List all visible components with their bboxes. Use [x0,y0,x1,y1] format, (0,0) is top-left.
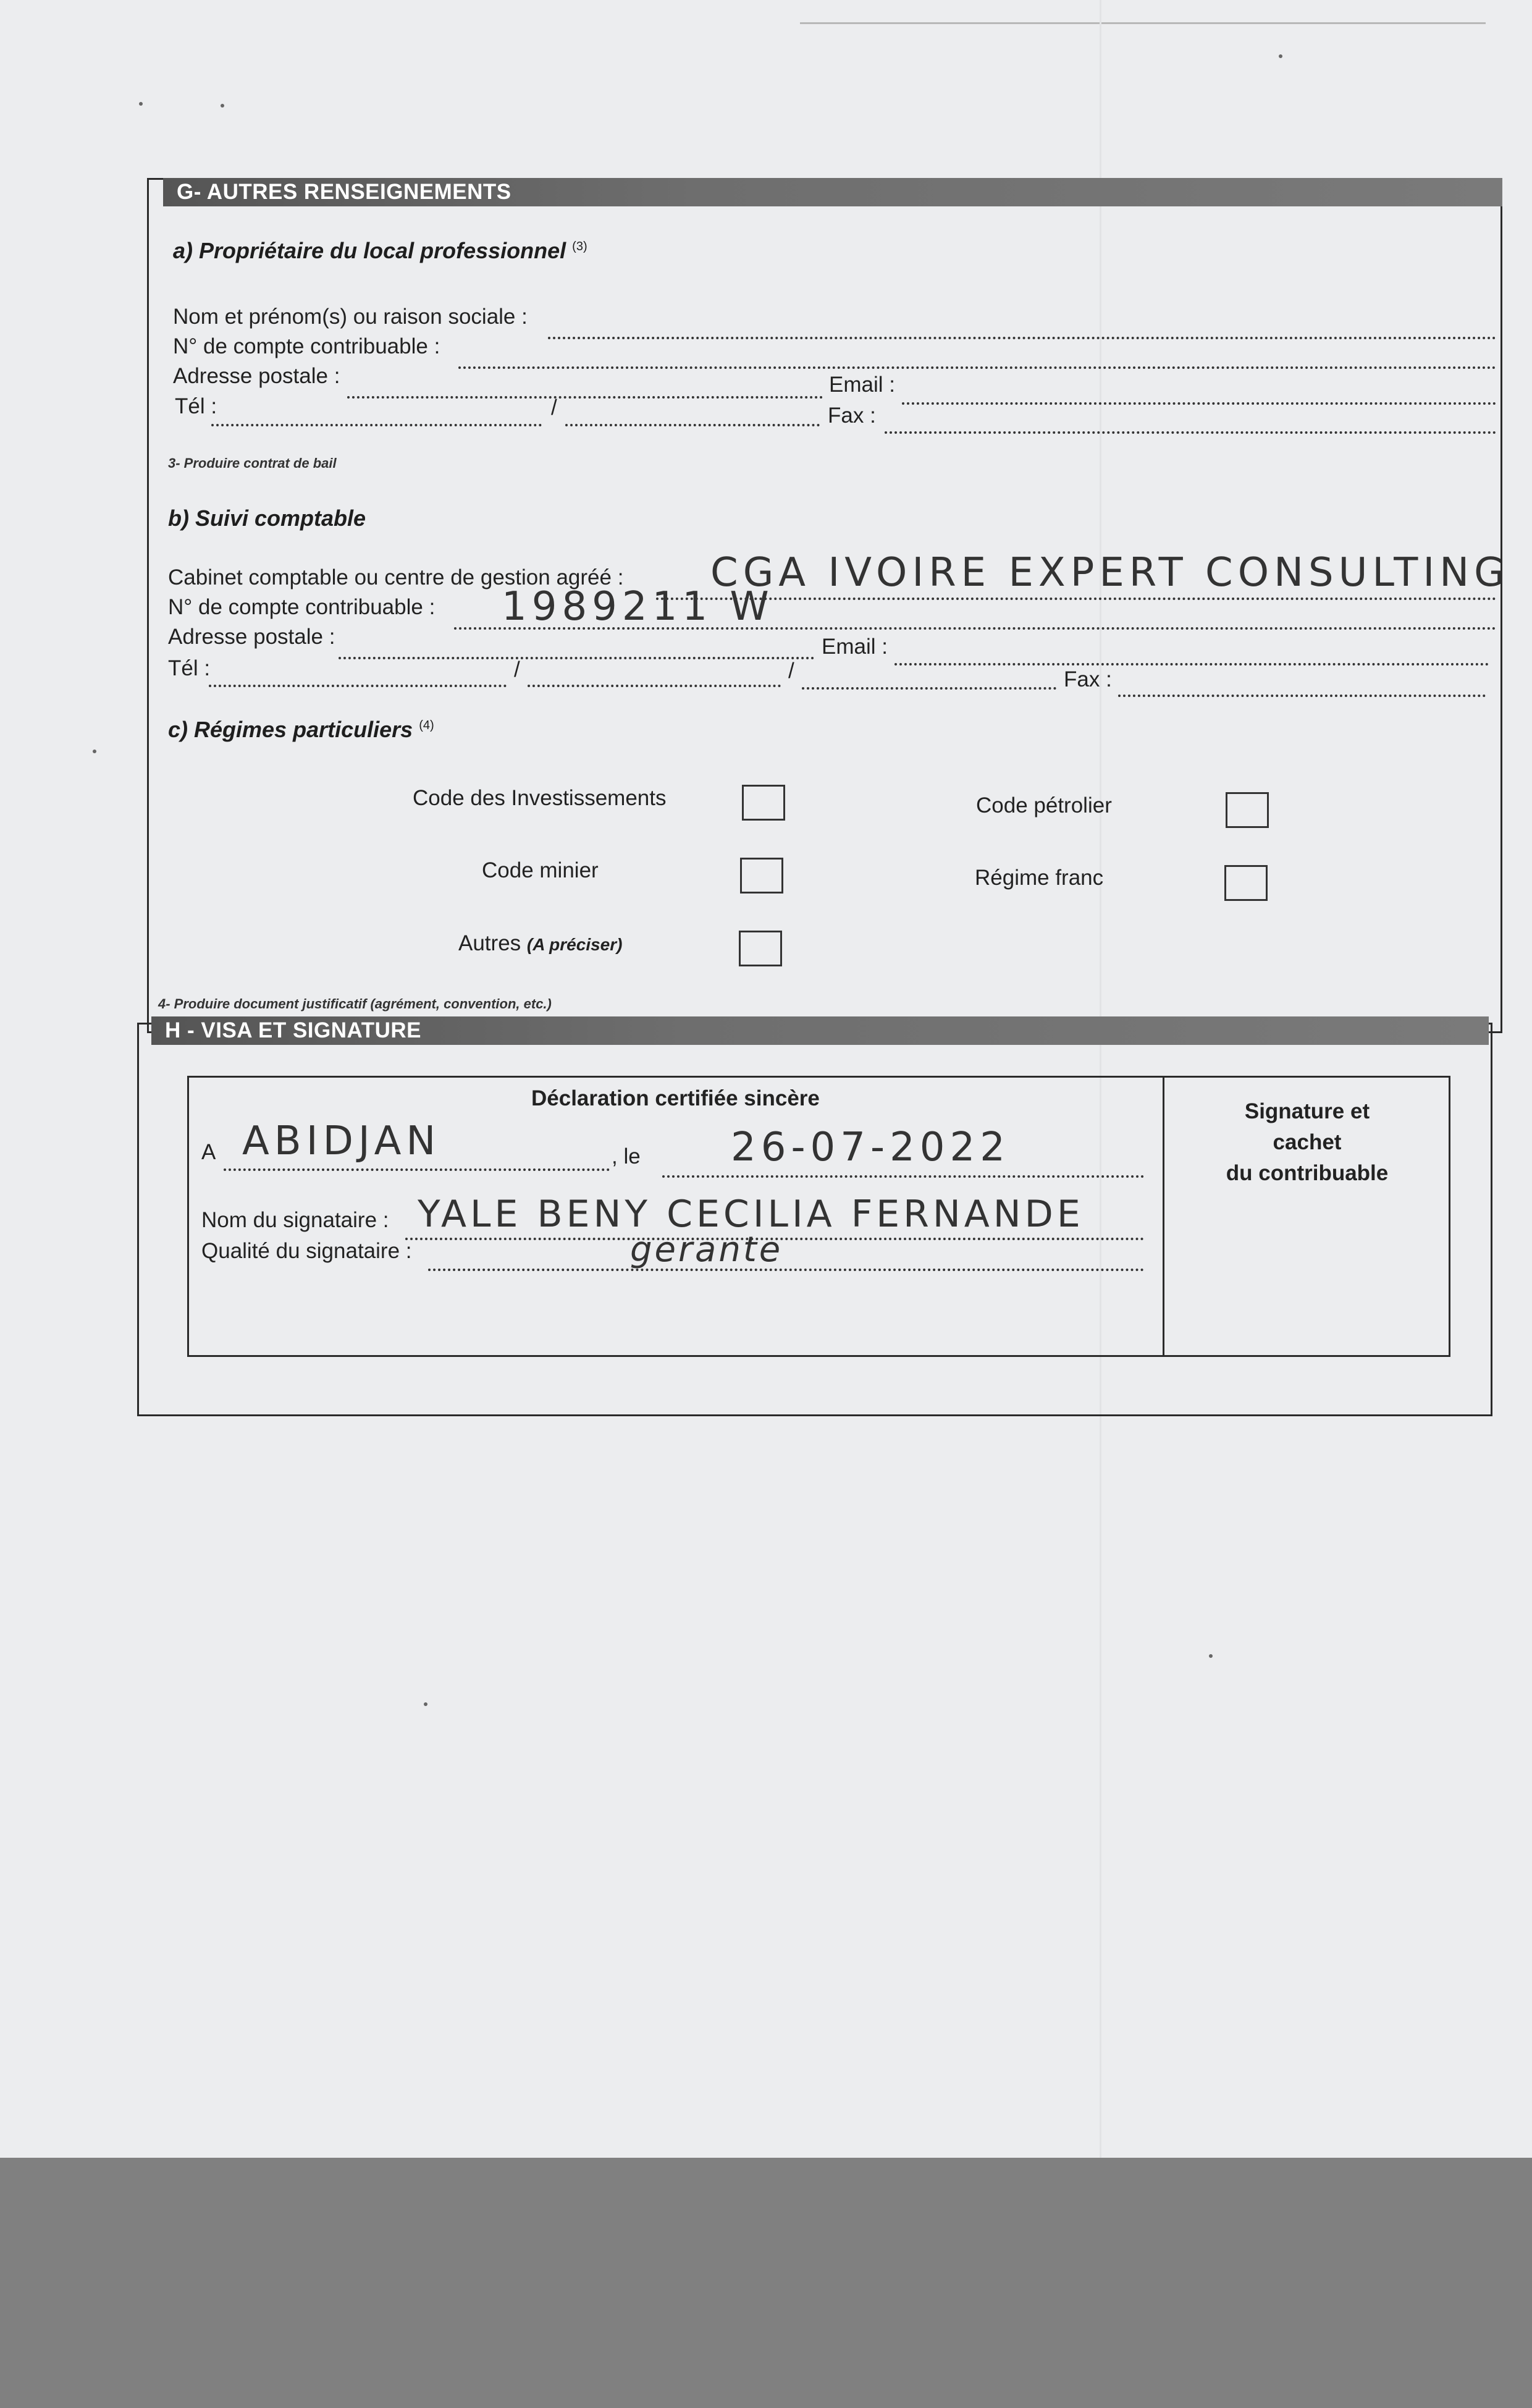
accountant-cabinet-handwritten: CGA IVOIRE EXPERT CONSULTING [710,550,1510,596]
accountant-cabinet-field[interactable] [656,598,1496,600]
accountant-email-field[interactable] [894,663,1489,665]
owner-fax-field[interactable] [885,431,1496,434]
accountant-account-label: N° de compte contribuable : [168,595,436,619]
owner-tel-slash: / [551,395,557,420]
accountant-address-field[interactable] [339,657,814,659]
owner-email-label: Email : [829,373,895,397]
scan-speck [424,1702,427,1706]
accountant-fax-label: Fax : [1064,667,1112,691]
accountant-tel-label: Tél : [168,656,211,680]
declaration-title: Déclaration certifiée sincère [531,1086,820,1110]
subsection-a-title: a) Propriétaire du local professionnel $^{(3)}$ [173,238,587,263]
accountant-tel-slash1: / [514,657,520,682]
scan-speck [1279,54,1282,58]
signatory-name-handwritten: YALE BENY CECILIA FERNANDE [418,1193,1084,1236]
scan-speck [221,104,224,108]
visa-date-label: , le [612,1144,641,1168]
scan-speck [139,102,143,106]
accountant-address-label: Adresse postale : [168,625,335,649]
option-franc-checkbox[interactable] [1224,865,1268,901]
accountant-email-label: Email : [822,635,888,659]
visa-date-field[interactable] [662,1175,1144,1178]
subsection-c-title: c) Régimes particuliers $^{(4)}$ [168,717,434,742]
footnote-3: 3- Produire contrat de bail [168,455,337,471]
accountant-tel2-field[interactable] [528,685,781,687]
option-petrolier-label: Code pétrolier [976,793,1112,817]
accountant-tel-slash2: / [788,659,794,683]
owner-name-label: Nom et prénom(s) ou raison sociale : [173,305,528,329]
visa-date-handwritten: 26-07-2022 [731,1125,1010,1170]
signature-area[interactable] [1165,1168,1446,1353]
owner-account-label: N° de compte contribuable : [173,334,440,358]
subsection-b-title: b) Suivi comptable [168,505,366,531]
option-autres-checkbox[interactable] [739,931,782,966]
option-minier-checkbox[interactable] [740,858,783,893]
scan-speck [93,750,96,753]
signatory-quality-field[interactable] [428,1269,1144,1271]
owner-tel-label: Tél : [175,394,217,418]
accountant-tel3-field[interactable] [802,687,1056,690]
scan-artifact-line [800,22,1486,24]
accountant-account-handwritten: 1989211 W [502,584,774,630]
owner-tel2-field[interactable] [565,424,820,426]
signatory-quality-label: Qualité du signataire : [201,1239,412,1263]
footnote-4: 4- Produire document justificatif (agrément, convention, etc.) [158,996,552,1012]
accountant-fax-field[interactable] [1118,695,1486,697]
option-minier-label: Code minier [482,858,599,882]
option-investissements-label: Code des Investissements [413,786,667,810]
signatory-name-label: Nom du signataire : [201,1208,389,1232]
option-investissements-checkbox[interactable] [742,785,785,821]
declaration-divider [1163,1076,1164,1357]
section-h-header: H - VISA ET SIGNATURE [151,1016,1489,1045]
owner-address-field[interactable] [347,396,823,399]
visa-place-field[interactable] [224,1168,610,1171]
owner-fax-label: Fax : [828,403,876,428]
signatory-quality-handwritten: gerante [630,1230,783,1270]
option-petrolier-checkbox[interactable] [1226,792,1269,828]
accountant-cabinet-label: Cabinet comptable ou centre de gestion agréé : [168,565,624,589]
signature-box-line1: Signature et cachet [1244,1099,1370,1154]
visa-place-handwritten: ABIDJAN [242,1118,441,1164]
owner-name-field[interactable] [548,337,1496,339]
owner-tel-field[interactable] [211,424,542,426]
owner-email-field[interactable] [902,402,1496,405]
section-g-header: G- AUTRES RENSEIGNEMENTS [163,178,1502,206]
owner-account-field[interactable] [458,366,1496,369]
scan-speck [1209,1654,1213,1658]
signature-box-line2: du contribuable [1226,1161,1389,1185]
visa-place-label: A [201,1140,216,1164]
option-autres-label: Autres (A préciser) [458,931,623,955]
owner-address-label: Adresse postale : [173,364,340,388]
accountant-tel-field[interactable] [209,685,507,687]
option-franc-label: Régime franc [975,866,1104,890]
